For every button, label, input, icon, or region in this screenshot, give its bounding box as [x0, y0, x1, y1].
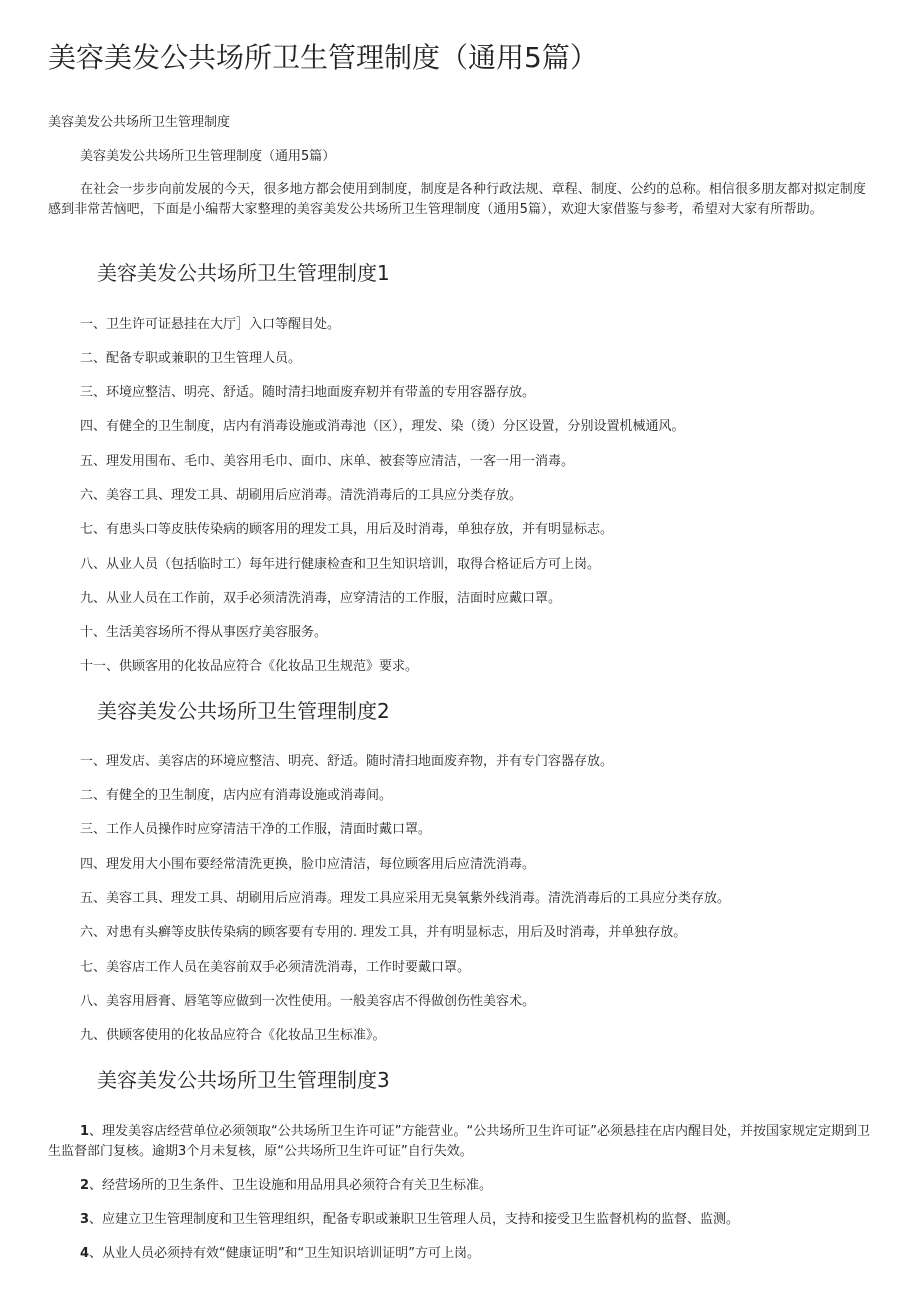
- list-item: [48, 1122, 874, 1162]
- list-item: 二、配备专职或兼职的卫生管理人员。: [80, 351, 302, 366]
- item-text: 、理发美容店经营单位必须领取“公共场所卫生许可证”方能营业。“公共场所卫生许可证”必须悬挂在店内醒目处，并按国家规定定期到卫生监督部门复核。逾期3个月未复核，原“公共场所卫生许可证”自行失效。: [48, 1124, 870, 1159]
- document-title: 美容美发公共场所卫生管理制度（通用5篇）: [48, 41, 598, 74]
- list-item: 六、对患有头癣等皮肤传染病的顾客要有专用的. 理发工具，并有明显标志，用后及时消毒，并单独存放。: [80, 925, 687, 940]
- section-heading-1: 美容美发公共场所卫生管理制度1: [97, 261, 390, 285]
- list-item: 十一、供顾客用的化妆品应符合《化妆品卫生规范》要求。: [80, 659, 419, 674]
- intro-title: 美容美发公共场所卫生管理制度（通用5篇）: [80, 149, 336, 164]
- document-subtitle: 美容美发公共场所卫生管理制度: [48, 115, 231, 130]
- list-item: 九、供顾客使用的化妆品应符合《化妆品卫生标准》。: [80, 1028, 386, 1043]
- list-item: 五、美容工具、理发工具、胡刷用后应消毒。理发工具应采用无臭氧紫外线消毒。清洗消毒后的工具应分类存放。: [80, 891, 731, 906]
- list-item: 九、从业人员在工作前，双手必须清洗消毒，应穿清洁的工作服，洁面时应戴口罩。: [80, 591, 562, 606]
- section-heading-3: 美容美发公共场所卫生管理制度3: [97, 1068, 390, 1092]
- item-number: 2: [80, 1178, 90, 1193]
- list-item: 七、美容店工作人员在美容前双手必须清洗消毒，工作时要戴口罩。: [80, 960, 471, 975]
- list-item: 六、美容工具、理发工具、胡刷用后应消毒。清洗消毒后的工具应分类存放。: [80, 488, 523, 503]
- list-item: 十、生活美容场所不得从事医疗美容服务。: [80, 625, 328, 640]
- item-number: 3: [80, 1212, 90, 1227]
- item-number: 1: [80, 1124, 90, 1139]
- item-text: 、应建立卫生管理制度和卫生管理组织，配备专职或兼职卫生管理人员，支持和接受卫生监督机构的监督、监测。: [89, 1212, 740, 1227]
- list-item: 一、理发店、美容店的环境应整洁、明亮、舒适。随时清扫地面废弃物，并有专门容器存放。: [80, 754, 614, 769]
- list-item: 八、从业人员（包括临时工）每年进行健康检查和卫生知识培训，取得合格证后方可上岗。: [80, 557, 601, 572]
- item-text: 、经营场所的卫生条件、卫生设施和用品用具必须符合有关卫生标准。: [89, 1178, 493, 1193]
- list-item: 八、美容用唇膏、唇笔等应做到一次性使用。一般美容店不得做创伤性美容术。: [80, 994, 536, 1009]
- intro-paragraph: 在社会一步步向前发展的今天，很多地方都会使用到制度，制度是各种行政法规、章程、制度、公约的总称。相信很多朋友都对拟定制度感到非常苦恼吧，下面是小编帮大家整理的美容美发公共场所卫生管理制度（通用5篇），欢迎大家借鉴与参考，希望对大家有所帮助。: [48, 182, 867, 217]
- list-item: 三、工作人员操作时应穿清洁干净的工作服，清面时戴口罩。: [80, 822, 432, 837]
- list-item: [48, 1176, 874, 1196]
- list-item: 五、理发用围布、毛巾、美容用毛巾、面巾、床单、被套等应清洁，一客一用一消毒。: [80, 454, 575, 469]
- list-item: 七、有患头口等皮肤传染病的顾客用的理发工具，用后及时消毒，单独存放，并有明显标志。: [80, 522, 614, 537]
- item-number: 4: [80, 1246, 90, 1261]
- list-item: 二、有健全的卫生制度，店内应有消毒设施或消毒间。: [80, 788, 393, 803]
- section-heading-2: 美容美发公共场所卫生管理制度2: [97, 699, 390, 723]
- list-item: [48, 1244, 874, 1264]
- list-item: 四、有健全的卫生制度，店内有消毒设施或消毒池（区），理发、染（烫）分区设置，分别设置机械通风。: [80, 419, 685, 434]
- item-text: 、从业人员必须持有效“健康证明”和“卫生知识培训证明”方可上岗。: [89, 1246, 480, 1261]
- list-item: 四、理发用大小围布要经常清洗更换，脸巾应清洁，每位顾客用后应清洗消毒。: [80, 857, 536, 872]
- list-item: 一、卫生许可证悬挂在大厅］入口等醒目处。: [80, 317, 341, 332]
- list-item: 三、环境应整洁、明亮、舒适。随时清扫地面废弃籾并有带盖的专用容器存放。: [80, 385, 536, 400]
- list-item: [48, 1210, 874, 1230]
